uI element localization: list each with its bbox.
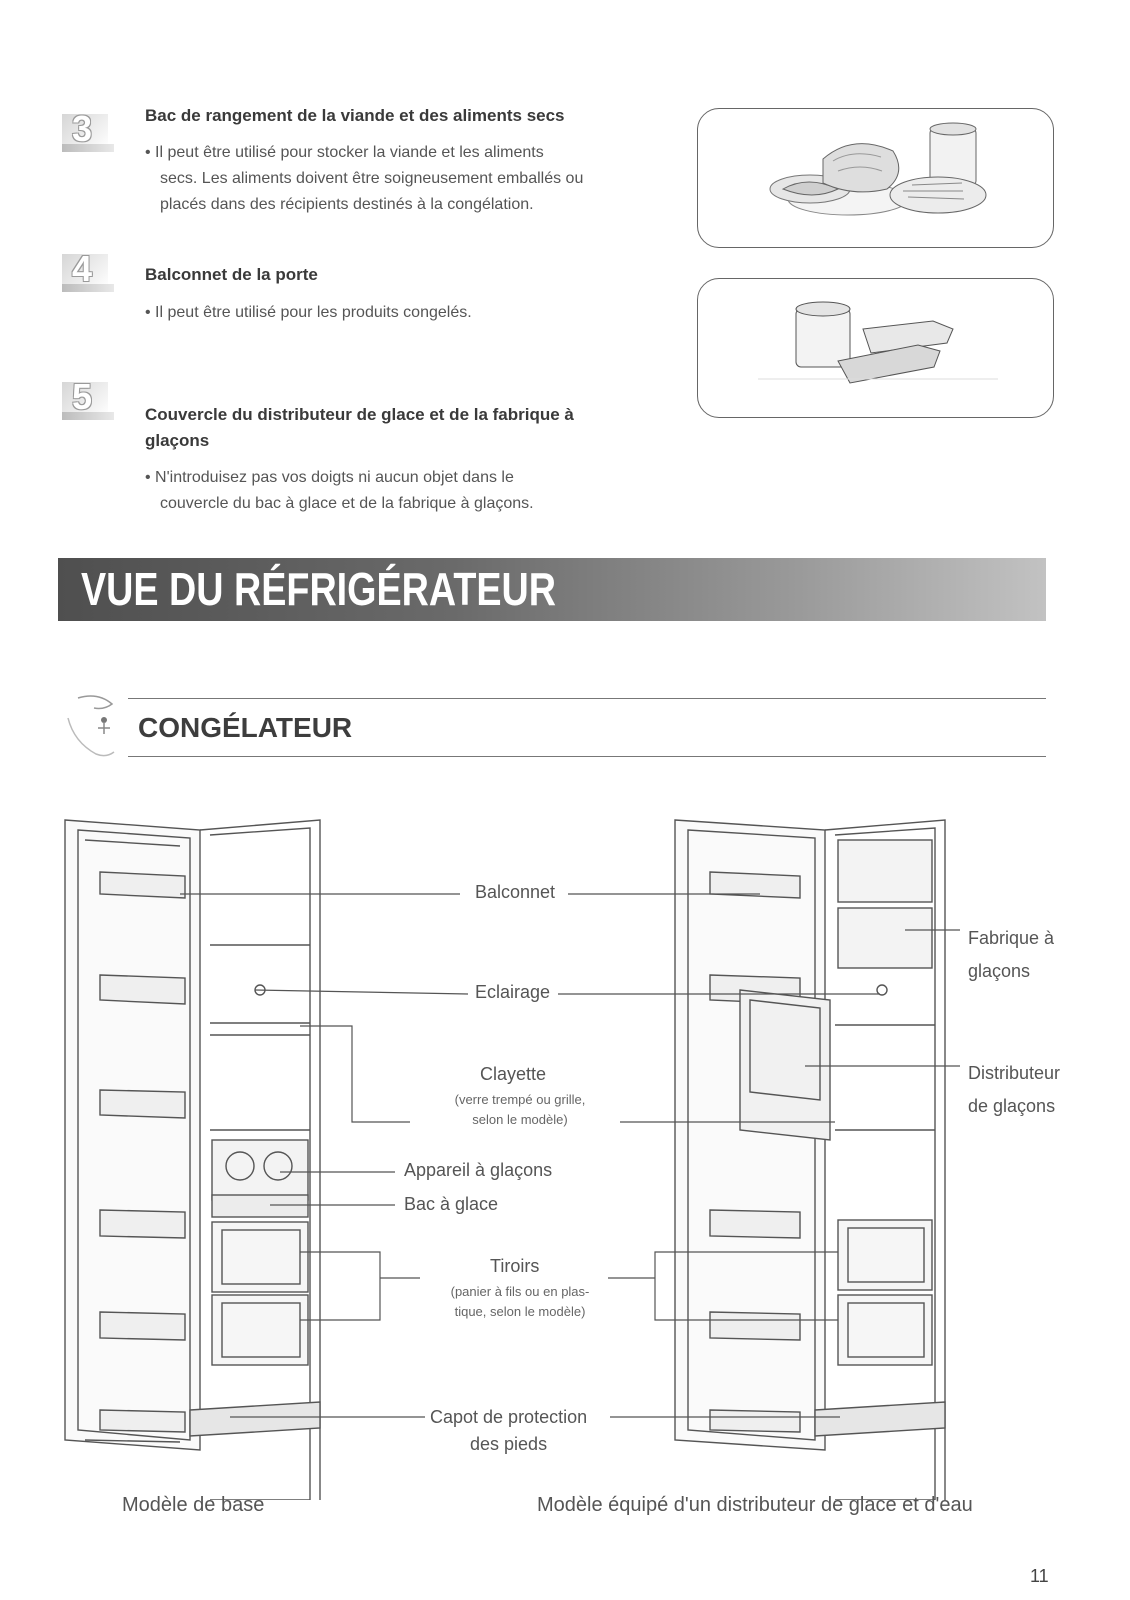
- section-4-number-badge: [62, 248, 114, 292]
- frozen-meat-illustration: [698, 109, 1053, 247]
- fabrique-line-2: glaçons: [968, 961, 1031, 981]
- snowflake-person-icon: [58, 688, 128, 768]
- section-4-text: [145, 300, 675, 326]
- tiroirs-note-line-1: (panier à fils ou en plas-: [450, 1284, 590, 1299]
- label-clayette-note: [420, 1090, 620, 1130]
- section-3-line-2: secs. Les aliments doivent être soigneusement emballés ou: [160, 170, 584, 187]
- bullet-icon: •: [145, 469, 156, 486]
- subsection-title: CONGÉLATEUR: [138, 712, 353, 743]
- caption-basic-model: Modèle de base: [122, 1494, 265, 1516]
- section-5-number: 5: [72, 376, 93, 417]
- bullet-icon: •: [145, 304, 156, 321]
- subsection-top-rule: [128, 698, 1046, 699]
- section-5-title-line-2: glaçons: [145, 431, 210, 450]
- label-bac-glace: Bac à glace: [404, 1194, 499, 1214]
- meat-food-illustration-box: [697, 108, 1054, 248]
- section-4-line-1: Il peut être utilisé pour les produits congelés.: [155, 304, 472, 321]
- label-tiroirs-note: [420, 1282, 620, 1322]
- label-fabrique-glacons: [968, 922, 1054, 988]
- subsection-bottom-rule: [128, 756, 1046, 757]
- distributeur-line-1: Distributeur: [968, 1063, 1061, 1083]
- label-clayette: Clayette: [480, 1064, 547, 1084]
- frozen-products-illustration-box: [697, 278, 1054, 418]
- capot-line-2: des pieds: [470, 1434, 548, 1454]
- section-5-line-2: couvercle du bac à glace et de la fabrique à glaçons.: [160, 495, 534, 512]
- distributeur-line-2: de glaçons: [968, 1096, 1056, 1116]
- section-4-title: Balconnet de la porte: [145, 265, 318, 284]
- caption-dispenser-model: Modèle équipé d'un distributeur de glace et d'eau: [537, 1494, 973, 1516]
- tiroirs-note-line-2: tique, selon le modèle): [454, 1304, 586, 1319]
- section-5-line-1: N'introduisez pas vos doigts ni aucun objet dans le: [155, 469, 514, 486]
- label-capot-protection: [430, 1404, 587, 1458]
- bullet-icon: •: [145, 144, 156, 161]
- section-3-text: [145, 140, 675, 218]
- label-eclairage: Eclairage: [475, 982, 551, 1002]
- clayette-note-line-2: selon le modèle): [472, 1112, 568, 1127]
- section-5-title-line-1: Couvercle du distributeur de glace et de la fabrique à: [145, 405, 574, 424]
- section-3-number-badge: [62, 108, 114, 152]
- page-number: 11: [1030, 1566, 1049, 1586]
- section-3-line-1: Il peut être utilisé pour stocker la viande et les aliments: [155, 144, 544, 161]
- freezer-diagram: [0, 800, 1130, 1500]
- fabrique-line-1: Fabrique à: [968, 928, 1055, 948]
- section-3-line-3: placés dans des récipients destinés à la congélation.: [160, 196, 534, 213]
- section-3-title: Bac de rangement de la viande et des aliments secs: [145, 106, 565, 125]
- page-banner: [58, 558, 1046, 621]
- clayette-note-line-1: (verre trempé ou grille,: [454, 1092, 586, 1107]
- label-appareil-glacons: Appareil à glaçons: [404, 1160, 553, 1180]
- section-5-title: [145, 402, 574, 454]
- section-3-number: 3: [72, 108, 93, 149]
- label-balconnet: Balconnet: [475, 882, 556, 902]
- label-tiroirs: Tiroirs: [490, 1256, 540, 1276]
- banner-title: VUE DU RÉFRIGÉRATEUR: [81, 563, 557, 615]
- section-4-number: 4: [72, 248, 93, 289]
- capot-line-1: Capot de protection: [430, 1407, 588, 1427]
- section-5-text: [145, 465, 675, 517]
- label-distributeur-glacons: [968, 1057, 1060, 1123]
- frozen-products-illustration: [698, 279, 1053, 417]
- section-5-number-badge: [62, 376, 114, 420]
